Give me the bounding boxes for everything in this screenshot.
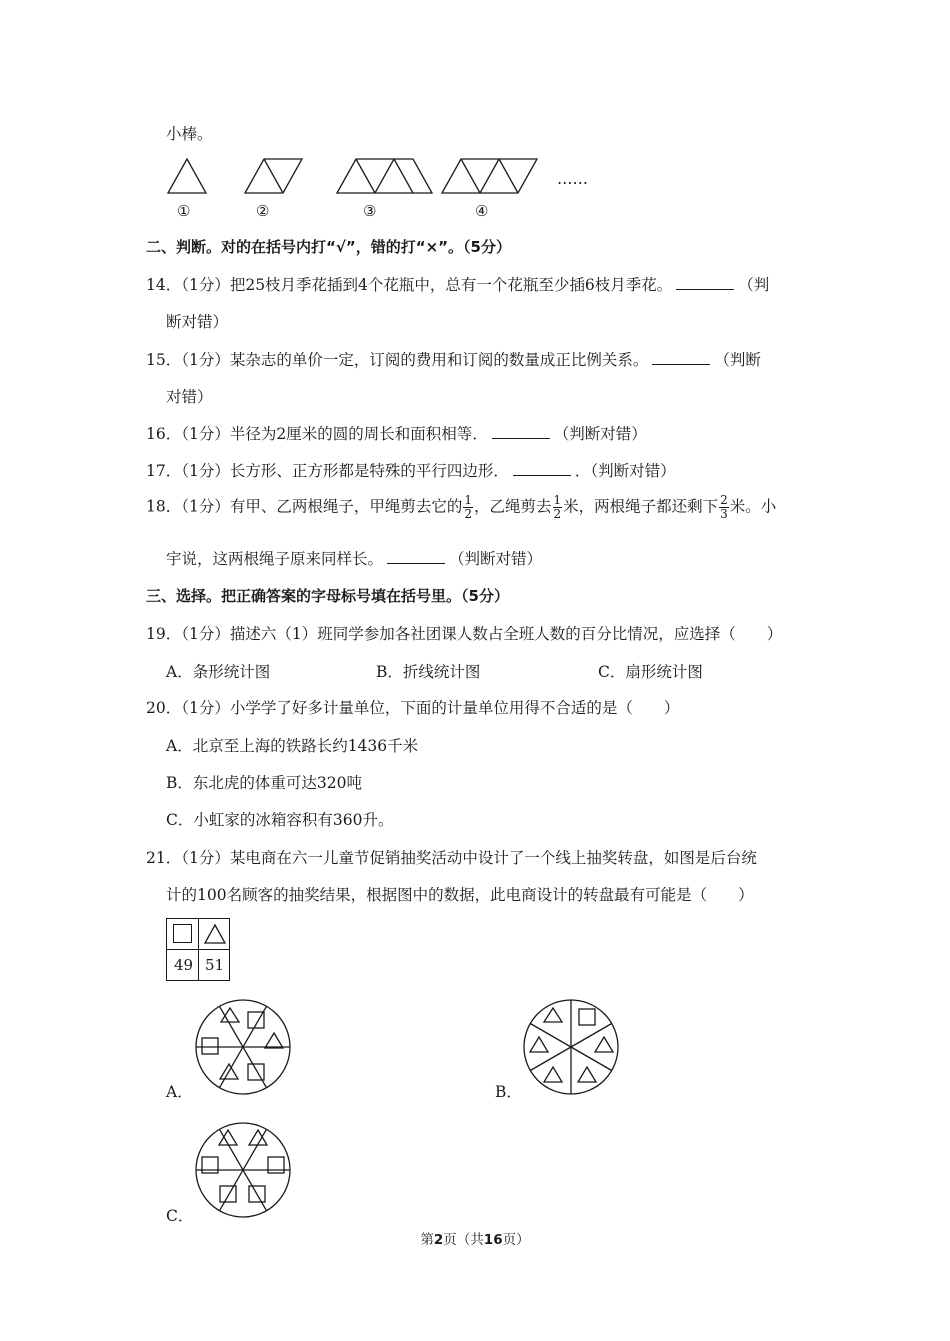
question-16	[146, 422, 647, 444]
figure-4-divider-c	[499, 159, 518, 193]
fraction-2-numerator: 1	[553, 493, 562, 507]
q18-part-1: 18．（1分）有甲、乙两根绳子，甲绳剪去它的	[146, 497, 463, 516]
figure-label-1: ①	[177, 202, 191, 220]
footer-page-number: 2	[433, 1232, 444, 1248]
q18-part-2: ，乙绳剪去	[473, 497, 552, 516]
q14-text-after: （判	[738, 276, 770, 294]
figure-label-4: ④	[475, 202, 489, 220]
question-18	[146, 494, 776, 521]
figure-label-2: ②	[256, 202, 270, 220]
fraction-2	[553, 494, 563, 521]
spinner-c[interactable]	[193, 1120, 293, 1220]
square-count: 49	[174, 956, 194, 974]
q18-line-2-after: （判断对错）	[449, 550, 543, 568]
q15-line-2: 对错）	[166, 388, 213, 406]
q21-option-b[interactable]: B．	[495, 1083, 522, 1101]
square-icon	[173, 924, 192, 943]
q16-text: 16．（1分）半径为2厘米的圆的周长和面积相等．	[146, 425, 488, 443]
q18-part-3: 米，两根绳子都还剩下	[563, 497, 719, 516]
q15-answer-blank[interactable]	[652, 352, 710, 365]
table-horizontal-divider	[167, 949, 229, 950]
q18-answer-blank[interactable]	[387, 551, 445, 564]
page-footer	[0, 1228, 950, 1248]
q19-option-b[interactable]: B．折线统计图	[376, 663, 481, 681]
q17-text-after: ．（判断对错）	[574, 462, 676, 480]
q20-option-c[interactable]: C．小虹家的冰箱容积有360升。	[166, 811, 394, 829]
q18-part-4: 米。小	[729, 497, 777, 516]
question-21-line-2: 计的100名顾客的抽奖结果，根据图中的数据，此电商设计的转盘最有可能是（ ）	[166, 886, 754, 904]
q17-text: 17．（1分）长方形、正方形都是特殊的平行四边形．	[146, 462, 509, 480]
triangle-icon	[203, 923, 227, 945]
question-21-line-1: 21．（1分）某电商在六一儿童节促销抽奖活动中设计了一个线上抽奖转盘，如图是后台统	[146, 849, 757, 867]
triangle-sticks-figure	[160, 155, 600, 225]
intro-tail-text: 小棒。	[166, 125, 213, 143]
section-3-heading: 三、选择。把正确答案的字母标号填在括号里。（5分）	[146, 587, 509, 605]
question-20: 20．（1分）小学学了好多计量单位，下面的计量单位用得不合适的是（ ）	[146, 699, 680, 717]
q19-option-a[interactable]: A．条形统计图	[166, 663, 271, 681]
figure-label-3: ③	[363, 202, 377, 220]
q16-text-after: （判断对错）	[553, 425, 647, 443]
figure-2-divider	[264, 159, 283, 193]
fraction-3-denominator: 3	[720, 507, 728, 521]
q16-answer-blank[interactable]	[492, 426, 550, 439]
footer-total-pages: 16	[483, 1232, 503, 1248]
q20-option-b[interactable]: B．东北虎的体重可达320吨	[166, 774, 362, 792]
q14-answer-blank[interactable]	[676, 277, 734, 290]
section-2-heading: 二、判断。对的在括号内打“√”，错的打“×”。（5分）	[146, 238, 511, 256]
spinner-b[interactable]	[521, 997, 621, 1097]
fraction-1-numerator: 1	[464, 493, 472, 507]
figure-3-divider-a	[356, 159, 375, 193]
fraction-2-denominator: 2	[553, 507, 562, 521]
figure-4-divider-b	[480, 159, 499, 193]
figure-3-divider-c	[394, 159, 413, 193]
fraction-1	[463, 494, 473, 521]
q14-line-2: 断对错）	[166, 313, 229, 331]
q18-line-2-text: 宇说，这两根绳子原来同样长。	[166, 550, 384, 568]
footer-post: 页）	[502, 1232, 530, 1248]
question-17	[146, 459, 676, 481]
result-table	[166, 918, 230, 981]
question-15	[146, 348, 761, 370]
spinner-a[interactable]	[193, 997, 293, 1097]
q15-text: 15．（1分）某杂志的单价一定，订阅的费用和订阅的数量成正比例关系。	[146, 351, 649, 369]
fraction-3	[719, 494, 729, 521]
footer-pre: 第	[420, 1232, 434, 1248]
question-14	[146, 273, 769, 295]
fraction-3-numerator: 2	[720, 493, 728, 507]
q21-option-a[interactable]: A．	[166, 1083, 193, 1101]
fraction-1-denominator: 2	[464, 507, 472, 521]
footer-mid: 页（共	[443, 1232, 484, 1248]
figure-3-divider-b	[375, 159, 394, 193]
q19-option-c[interactable]: C．扇形统计图	[598, 663, 703, 681]
figure-4-divider-a	[461, 159, 480, 193]
ellipsis: ……	[557, 170, 588, 188]
q17-answer-blank[interactable]	[513, 463, 571, 476]
q15-text-after: （判断	[714, 351, 761, 369]
q21-option-c[interactable]: C．	[166, 1207, 194, 1225]
q18-line-2	[166, 547, 542, 569]
question-19: 19．（1分）描述六（1）班同学参加各社团课人数占全班人数的百分比情况，应选择（ ）	[146, 625, 783, 643]
q14-text: 14．（1分）把25枝月季花插到4个花瓶中，总有一个花瓶至少插6枝月季花。	[146, 276, 673, 294]
figure-1-shape	[168, 159, 206, 193]
triangle-count: 51	[205, 956, 225, 974]
q20-option-a[interactable]: A．北京至上海的铁路长约1436千米	[166, 737, 419, 755]
